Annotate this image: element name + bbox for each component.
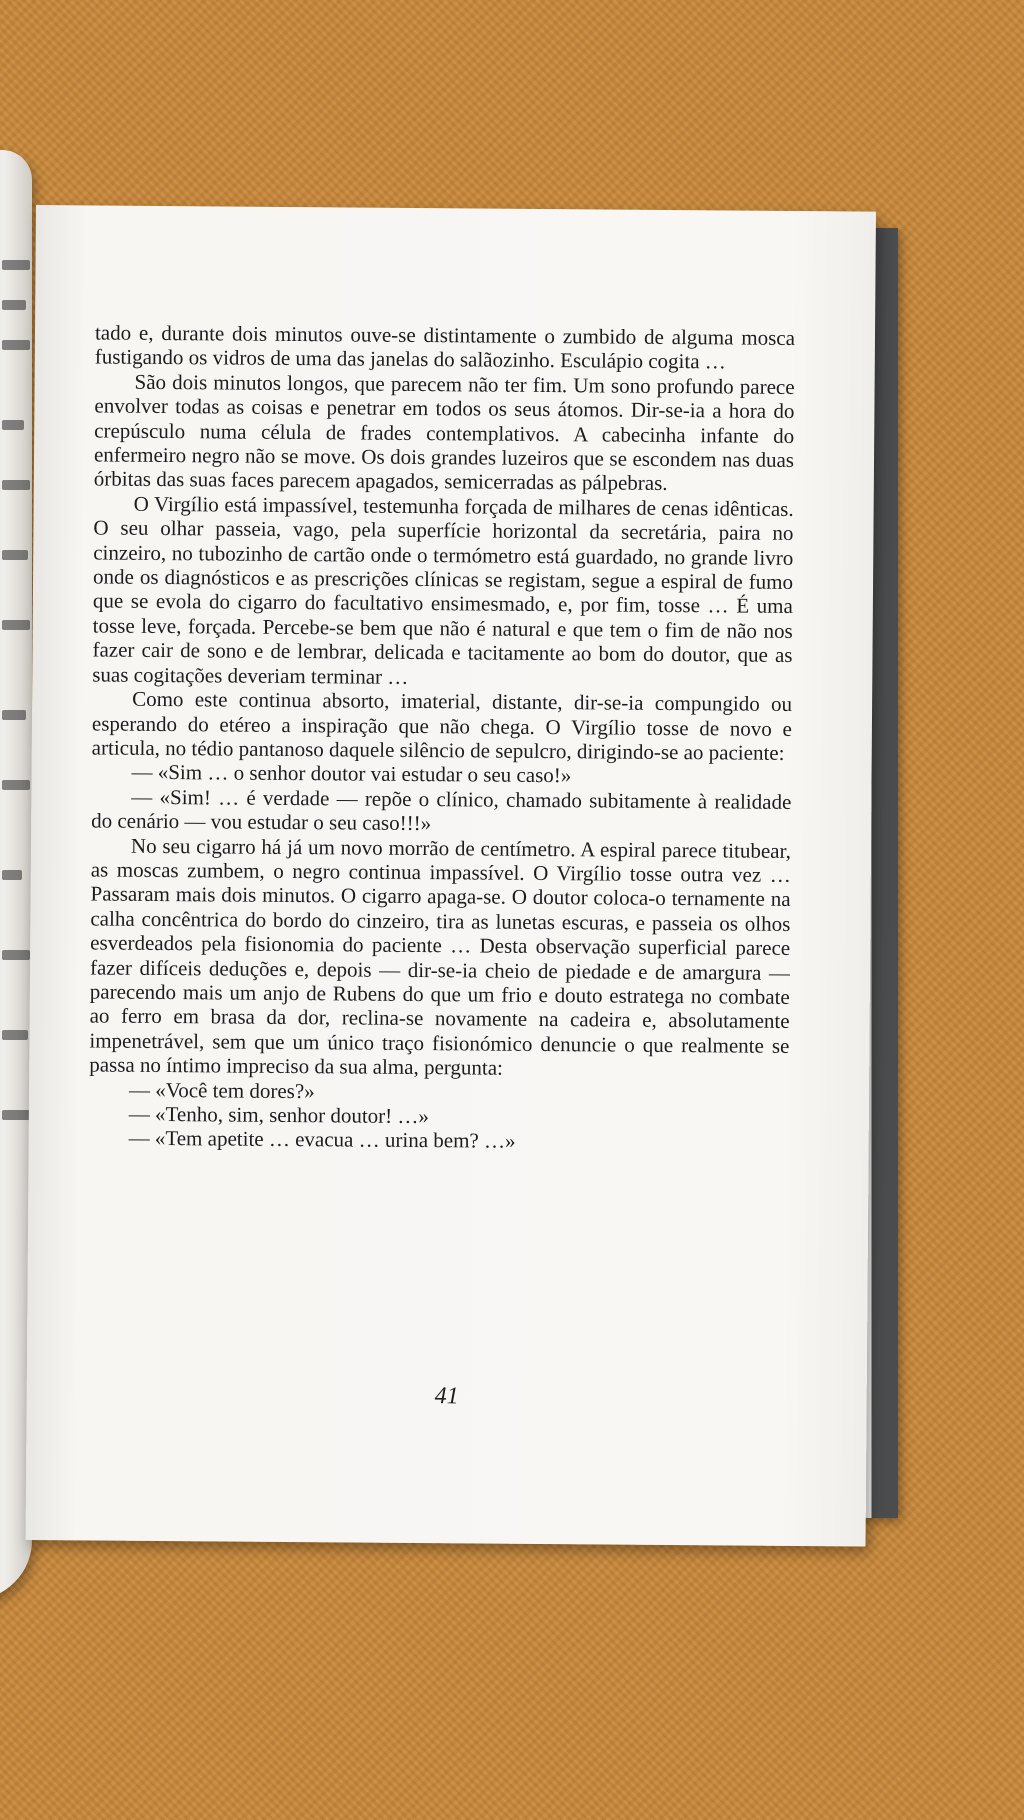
paragraph: No seu cigarro há já um novo morrão de centímetro. A espiral parece titubear, as moscas zumbem, o negro continua impassível. O Virgílio tosse outra vez … Passaram mais dois minutos. O cigarro apaga-se. O doutor coloca-o ternamente na calha concêntrica do bordo do cinzeiro, tira as lunetas escuras, e passeia os olhos esverdeados pela fisionomia do paciente … Desta observação superficial parece fazer difíceis deduções e, depois — dir-se-ia cheio de piedade e de amargura — parecendo mais um anjo de Rubens do que um frio e douto estratega no combate ao ferro em brasa da dor, reclina-se novamente na cadeira e, absolutamente impenetrável, sem que um único traço fisionómico denuncie o que realmente se passa no íntimo impreciso da sua alma, pergunta: bbox=[89, 833, 792, 1080]
page-number: 41 bbox=[434, 1383, 459, 1410]
dialogue-line: — «Você tem dores?» bbox=[128, 1077, 315, 1103]
dialogue-line: — «Tenho, sim, senhor doutor! …» bbox=[128, 1101, 430, 1129]
page-text bbox=[89, 320, 795, 1155]
paragraph: O Virgílio está impassível, testemunha forçada de milhares de cenas idênticas. O seu olhar passeia, vago, pela superfície horizontal da secretária, paira no cinzeiro, no tubozinho de cartão onde o termómetro está guardado, no grande livro onde os diagnósticos e as prescrições clínicas se registam, segue a espiral de fumo que se evola do cigarro do facultativo ensimesmado, e, por fim, tosse … É uma tosse leve, forçada. Percebe-se bem que não é natural e que tem o fim de não nos fazer cair de sono e de lembrar, delicada e tacitamente ao bom do doutor, que as suas cogitações deveriam terminar … bbox=[92, 491, 794, 689]
paragraph: Como este continua absorto, imaterial, distante, dir-se-ia compungido ou esperando do etéreo a inspiração que não chega. O Virgílio tosse de novo e articula, no tédio pantanoso daquele silêncio de sepulcro, dirigindo-se ao paciente: bbox=[91, 686, 793, 765]
book-page bbox=[26, 205, 876, 1547]
dialogue-line: — «Sim! … é verdade — repõe o clínico, chamado subitamente à realidade do cenário — vou estudar o seu caso!!!» bbox=[91, 784, 792, 836]
dialogue-line: — «Sim … o senhor doutor vai estudar o seu caso!» bbox=[131, 760, 572, 788]
paragraph: tado e, durante dois minutos ouve-se distintamente o zumbido de alguma mosca fustigando os vidros de uma das janelas do salãozinho. Esculápio cogita … bbox=[94, 320, 796, 374]
dialogue-line: — «Tem apetite … evacua … urina bem? …» bbox=[128, 1126, 516, 1154]
paragraph: São dois minutos longos, que parecem não ter fim. Um sono profundo parece envolver todas as coisas e penetrar em todos os seus átomos. Dir-se-ia a hora do crepúsculo numa célula de frades contemplativos. A cabecinha infante do enfermeiro negro não se move. Os dois grandes luzeiros que se escondem nas duas órbitas das suas faces parecem apagados, semicerradas as pálpebras. bbox=[93, 369, 795, 496]
